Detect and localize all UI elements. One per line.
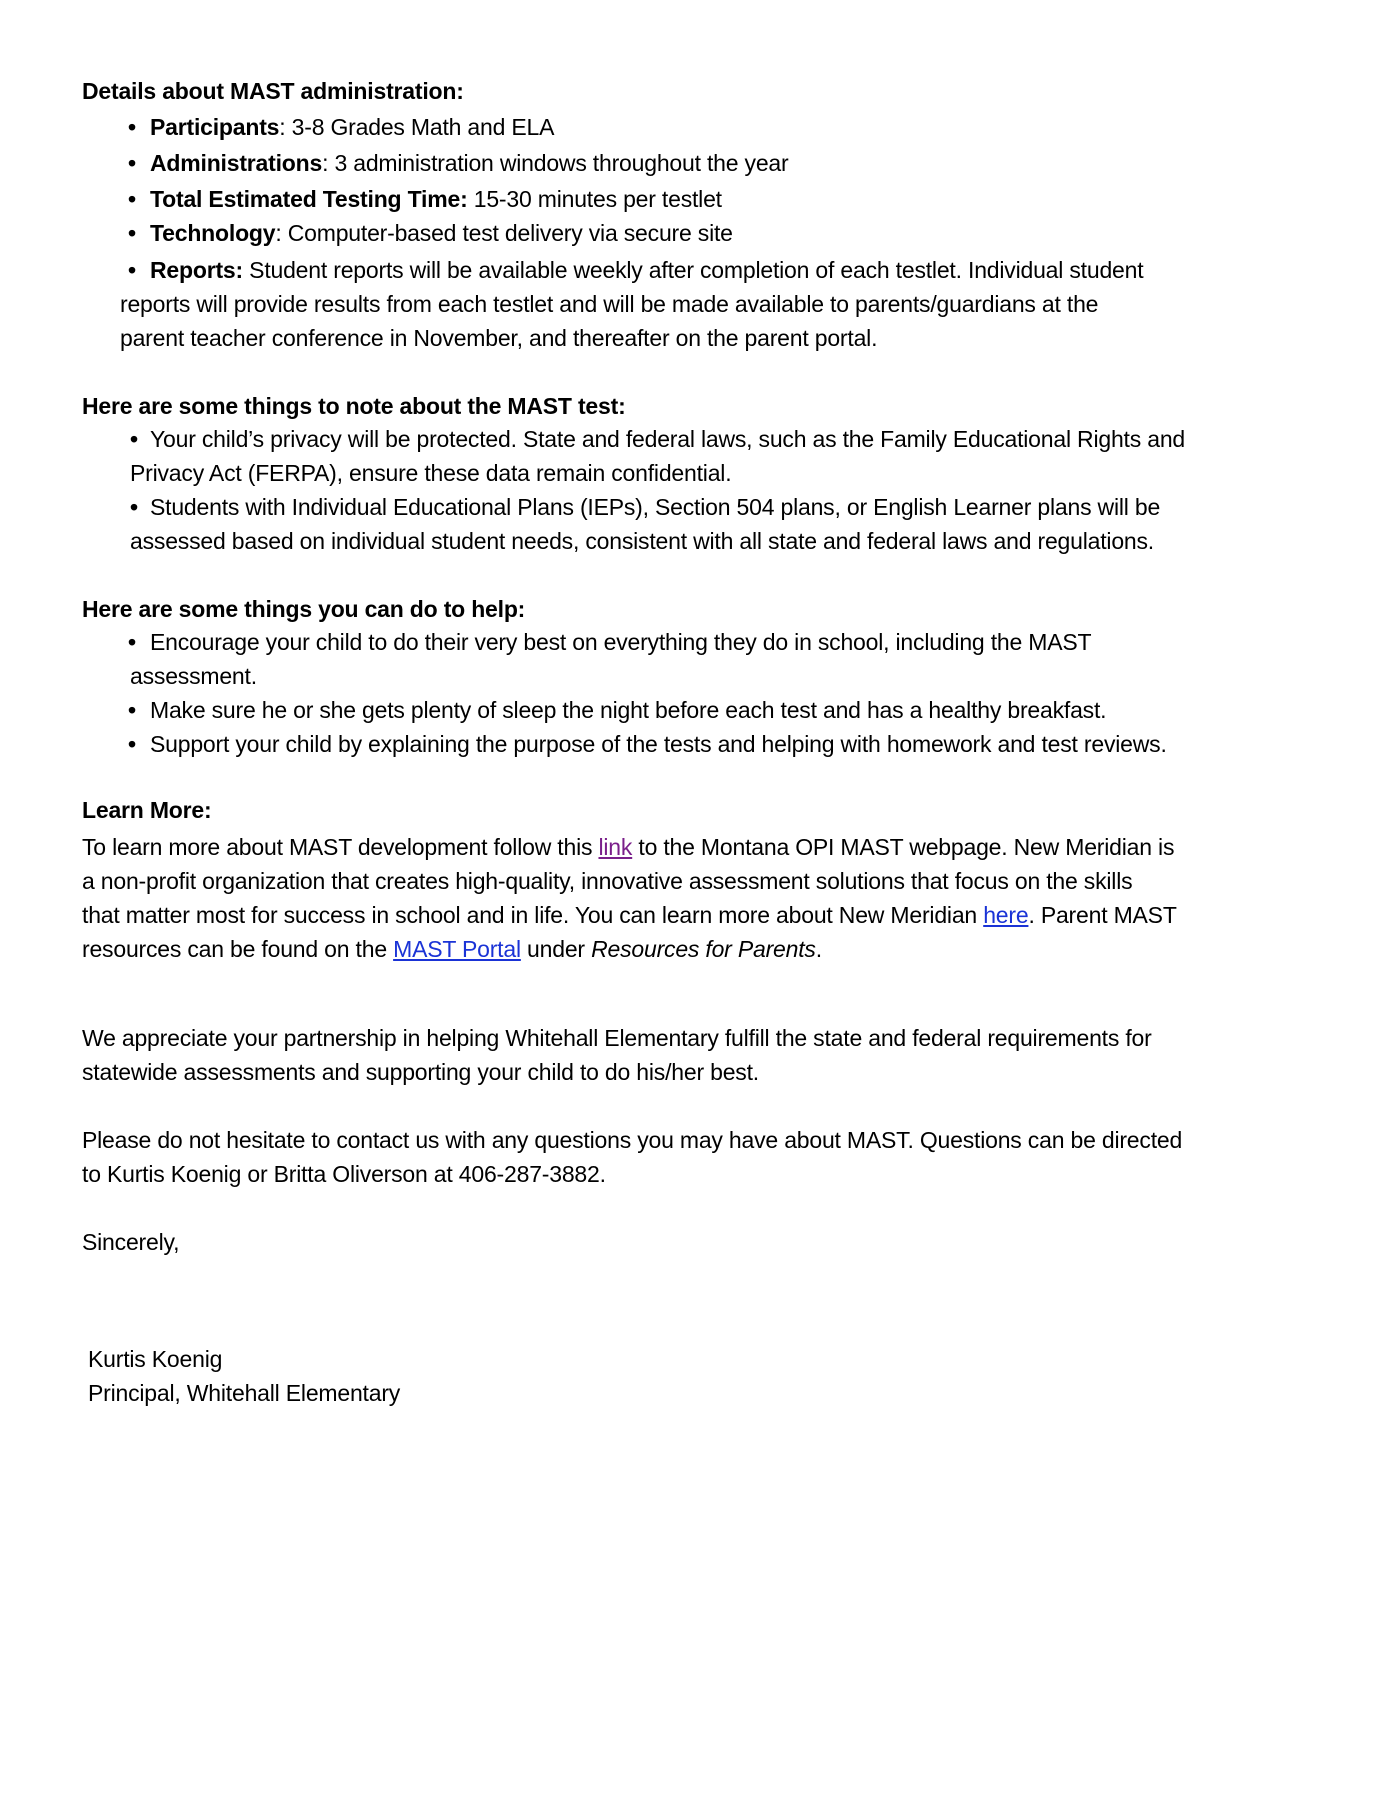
- bullet-icon: •: [128, 697, 136, 723]
- closing-paragraph-line: statewide assessments and supporting your child to do his/her best.: [82, 1059, 759, 1085]
- details-item: • Total Estimated Testing Time: 15-30 minutes per testlet: [128, 186, 722, 212]
- bullet-icon: •: [128, 731, 136, 757]
- signoff: Sincerely,: [82, 1229, 180, 1255]
- signer-title: Principal, Whitehall Elementary: [88, 1380, 401, 1406]
- help-item: • Support your child by explaining the purpose of the tests and helping with homework and test reviews.: [128, 731, 1167, 757]
- mast-portal-link[interactable]: MAST Portal: [393, 936, 521, 962]
- signer-name: Kurtis Koenig: [88, 1346, 223, 1372]
- new-meridian-link[interactable]: here: [983, 902, 1029, 928]
- details-item: • Administrations: 3 administration windows throughout the year: [128, 150, 789, 176]
- bullet-icon: •: [130, 426, 138, 452]
- learn-more-line: resources can be found on the MAST Portal under Resources for Parents.: [82, 936, 822, 962]
- help-item: • Encourage your child to do their very best on everything they do in school, including the MAST: [128, 629, 1092, 655]
- bullet-icon: •: [128, 257, 136, 283]
- notes-item-continuation: assessed based on individual student needs, consistent with all state and federal laws and regulations.: [130, 528, 1155, 554]
- bullet-icon: •: [128, 629, 136, 655]
- learn-more-line: a non-profit organization that creates high-quality, innovative assessment solutions that focus on the skills: [82, 868, 1133, 894]
- help-heading: Here are some things you can do to help:: [82, 596, 526, 622]
- bullet-icon: •: [130, 494, 138, 520]
- bullet-icon: •: [128, 220, 136, 246]
- details-item: • Participants: 3-8 Grades Math and ELA: [128, 114, 555, 140]
- learn-more-heading: Learn More:: [82, 797, 212, 823]
- notes-item: • Your child’s privacy will be protected. State and federal laws, such as the Family Educational Rights and: [130, 426, 1186, 452]
- help-item-continuation: assessment.: [130, 663, 257, 689]
- notes-item: • Students with Individual Educational Plans (IEPs), Section 504 plans, or English Learner plans will be: [130, 494, 1161, 520]
- learn-more-line: To learn more about MAST development follow this link to the Montana OPI MAST webpage. New Meridian is: [82, 834, 1175, 860]
- closing-paragraph-line: We appreciate your partnership in helping Whitehall Elementary fulfill the state and federal requirements for: [82, 1025, 1152, 1051]
- contact-paragraph-line: Please do not hesitate to contact us with any questions you may have about MAST. Questions can be directed: [82, 1127, 1183, 1153]
- bullet-icon: •: [128, 150, 136, 176]
- help-item: • Make sure he or she gets plenty of sleep the night before each test and has a healthy breakfast.: [128, 697, 1107, 723]
- details-item-continuation: reports will provide results from each testlet and will be made available to parents/guardians at the: [120, 291, 1099, 317]
- notes-heading: Here are some things to note about the MAST test:: [82, 393, 626, 419]
- details-item: • Technology: Computer-based test delivery via secure site: [128, 220, 733, 246]
- details-heading: Details about MAST administration:: [82, 78, 464, 104]
- opi-mast-link[interactable]: link: [598, 834, 633, 860]
- notes-item-continuation: Privacy Act (FERPA), ensure these data remain confidential.: [130, 460, 732, 486]
- learn-more-line: that matter most for success in school and in life. You can learn more about New Meridian here. Parent MAST: [82, 902, 1177, 928]
- details-item: • Reports: Student reports will be available weekly after completion of each testlet. Individual student: [128, 257, 1144, 283]
- bullet-icon: •: [128, 186, 136, 212]
- contact-paragraph-line: to Kurtis Koenig or Britta Oliverson at 406-287-3882.: [82, 1161, 606, 1187]
- bullet-icon: •: [128, 114, 136, 140]
- details-item-continuation: parent teacher conference in November, and thereafter on the parent portal.: [120, 325, 878, 351]
